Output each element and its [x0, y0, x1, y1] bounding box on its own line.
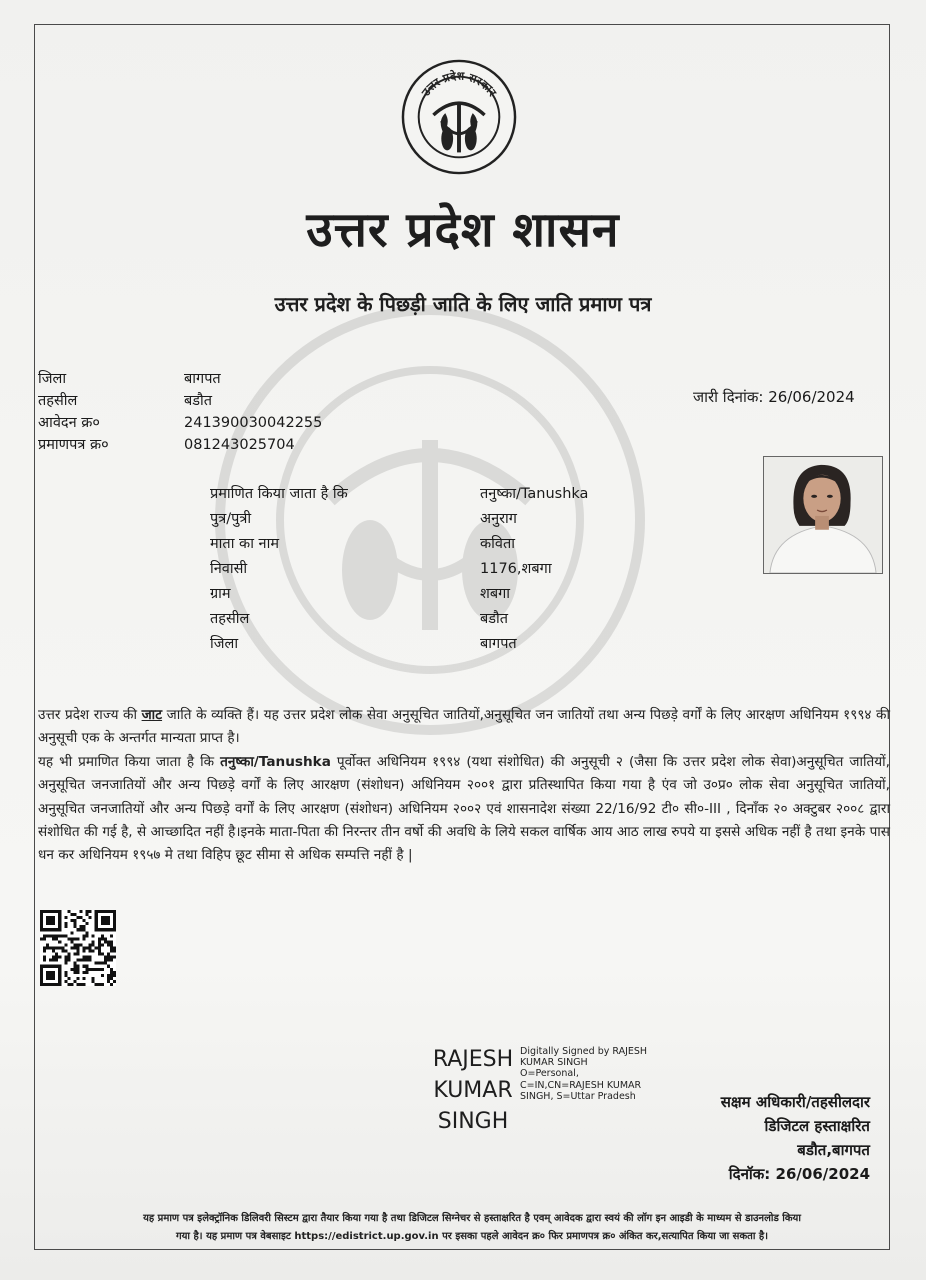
detail-value: तनुष्का/Tanushka	[480, 486, 589, 502]
signer-name	[418, 1044, 528, 1137]
para-text: जाति के व्यक्ति हैं। यह उत्तर प्रदेश लोक सेवा अनुसूचित जातियों,अनुसूचित जन जातियों तथा अन्य पिछड़े वर्गों के लिए आरक्षण अधिनियम १९९४ की अनुसूची एक के अन्तर्गत मान्यता प्राप्त है।	[38, 707, 890, 747]
income-paragraph	[38, 751, 890, 868]
authority-designation: सक्षम अधिकारी/तहसीलदार	[720, 1093, 870, 1111]
caste-paragraph	[38, 704, 890, 751]
issue-date-value: 26/06/2024	[768, 388, 855, 406]
detail-row	[210, 532, 588, 557]
detail-row	[210, 607, 588, 632]
authority-date	[640, 1162, 870, 1186]
detail-row	[210, 632, 588, 657]
meta-label: जिला	[38, 371, 67, 387]
detail-label: माता का नाम	[210, 536, 280, 552]
detail-label: पुत्र/पुत्री	[210, 511, 252, 527]
authority-date-value: 26/06/2024	[775, 1165, 870, 1183]
certificate-body	[38, 704, 890, 868]
detail-label: ग्राम	[210, 586, 231, 602]
meta-label: प्रमाणपत्र क्र०	[38, 437, 109, 453]
meta-value: बडौत	[184, 393, 213, 409]
dsig-line: KUMAR SINGH	[520, 1057, 588, 1069]
emblem-label: उत्तर प्रदेश सरकार	[419, 69, 499, 99]
footer-line: यह प्रमाण पत्र इलेक्ट्रॉनिक डिलिवरी सिस्टम द्वारा तैयार किया गया है तथा डिजिटल सिग्नेचर से हस्ताक्षरित है एवम् आवेदक द्वारा स्वयं की लॉग इन आइडी के माध्यम से डाउनलोड किया	[143, 1213, 801, 1224]
meta-row-tehsil	[38, 390, 322, 412]
signer-line: RAJESH	[432, 1047, 514, 1072]
detail-label: प्रमाणित किया जाता है कि	[210, 486, 348, 502]
details-block	[210, 482, 588, 657]
detail-label: जिला	[210, 636, 239, 652]
authority-place: बडौत,बागपत	[797, 1141, 870, 1159]
detail-value: 1176,शबगा	[480, 561, 552, 577]
verification-qr-code[interactable]	[40, 910, 116, 986]
meta-value: 081243025704	[184, 437, 295, 453]
meta-row-application-no	[38, 412, 322, 434]
dsig-line: O=Personal,	[520, 1068, 579, 1080]
meta-value: 241390030042255	[184, 415, 323, 431]
issue-date-label: जारी दिनांक:	[693, 388, 764, 406]
authority-date-label: दिनॉक:	[728, 1165, 771, 1183]
issuing-authority	[640, 1090, 910, 1186]
detail-value: बडौत	[480, 611, 509, 627]
detail-value: बागपत	[480, 636, 517, 652]
detail-value: शबगा	[480, 586, 511, 602]
detail-row	[210, 582, 588, 607]
caste-name: जाट	[141, 707, 163, 723]
detail-value: कविता	[480, 536, 515, 552]
meta-row-certificate-no	[38, 434, 322, 456]
dsig-line: SINGH, S=Uttar Pradesh	[520, 1090, 636, 1102]
meta-label: आवेदन क्र०	[38, 415, 100, 431]
up-government-emblem-icon	[400, 58, 518, 176]
detail-row	[210, 507, 588, 532]
signer-line: SINGH	[437, 1109, 509, 1134]
issue-date	[693, 387, 855, 407]
detail-row	[210, 482, 588, 507]
dsig-line: Digitally Signed by RAJESH	[520, 1046, 648, 1057]
footer-line: गया है। यह प्रमाण पत्र वेबसाइट https://edistrict.up.gov.in पर इसका पहले आवेदन क्र० फिर प्रमाणपत्र क्र० अंकित कर,सत्यापित किया जा सकता है।	[176, 1231, 768, 1242]
meta-label: तहसील	[38, 393, 78, 409]
detail-label: निवासी	[210, 561, 248, 577]
meta-value: बागपत	[184, 371, 221, 387]
para-text: यह भी प्रमाणित किया जाता है कि	[38, 753, 221, 770]
detail-label: तहसील	[210, 611, 250, 627]
detail-row	[210, 557, 588, 582]
para-text: पूर्वोक्त अधिनियम १९९४ (यथा संशोधित) की अनुसूची २ (जैसा कि उत्तर प्रदेश लोक सेवा)अनुसूचित जातियों, अनुसूचित जनजातियों और अन्य पिछड़े वर्गों के लिए आरक्षण (संशोधन) अधिनियम २००१ द्वारा प्रतिस्थापित किया गया है एंव जो उ०प्र० लोक सेवा अनुसूचित जातियों, अनुसूचित जनजातियों और अन्य पिछड़े वर्गों के लिए आरक्षण (संशोधन) अधिनियम २००२ एवं शासनादेश संख्या 22/16/92 टी० सी०-III , दिनाँक २० अक्टुबर २००८ द्वारा संशोधित की गई है, से आच्छादित नहीं है।इनके माता-पिता की निरन्तर तीन वर्षो की अवधि के लिये सकल वार्षिक आय आठ लाख रुपये या इससे अधिक नहीं है तथा इनके पास धन कर अधिनियम १९५७ मे तथा विहिप छूट सीमा से अधिक सम्पत्ति नहीं है |	[38, 753, 890, 864]
person-photo-icon	[764, 457, 882, 573]
meta-block	[38, 368, 322, 456]
authority-sign-type: डिजिटल हस्ताक्षरित	[764, 1117, 870, 1135]
page-title: उत्तर प्रदेश शासन	[306, 202, 620, 258]
detail-value: अनुराग	[480, 511, 517, 527]
applicant-name: तनुष्का/Tanushka	[220, 753, 331, 770]
certificate-subtitle: उत्तर प्रदेश के पिछड़ी जाति के लिए जाति प्रमाण पत्र	[274, 292, 652, 316]
meta-row-district	[38, 368, 322, 390]
para-text: उत्तर प्रदेश राज्य की	[38, 707, 142, 723]
signer-line: KUMAR	[433, 1078, 513, 1103]
dsig-line: C=IN,CN=RAJESH KUMAR	[520, 1079, 642, 1091]
applicant-photo	[763, 456, 883, 574]
verification-footer	[34, 1210, 910, 1246]
